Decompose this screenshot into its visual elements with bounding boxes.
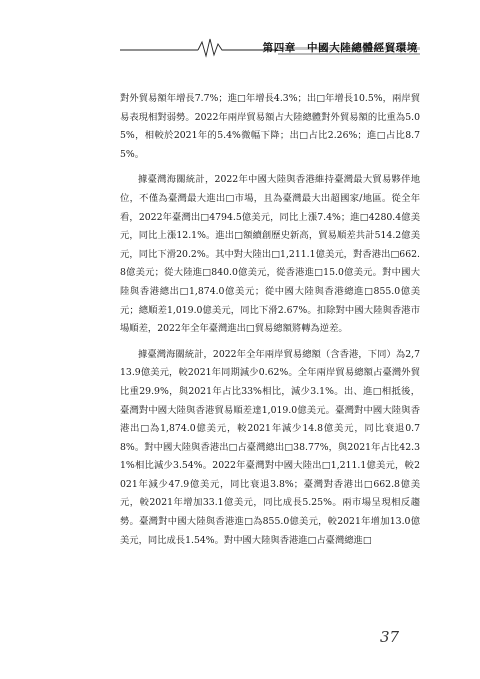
chapter-header	[120, 36, 420, 58]
paragraph: 據臺灣海關統計，2022年中國大陸與香港維持臺灣最大貿易夥伴地位，不僅為臺灣最大進出□市場，且為臺灣最大出超國家/地區。從全年看，2022年臺灣出□4794.5億美元，同比上漲7.4%；進□4280.4億美元，同比上漲12.1%。進出□額續創歷史新高，貿易順差共計514.2億美元，同比下滑20.2%。其中對大陸出□1,211.1億美元，對香港出□662.8億美元；從大陸進□840.0億美元，從香港進□15.0億美元。對中國大陸與香港總出□1,874.0億美元；從中國大陸與香港總進□855.0億美元；總順差1,019.0億美元，同比下滑2.67%。扣除對中國大陸與香港市場順差，2022年全年臺灣進出□貿易總額將轉為逆差。	[120, 174, 420, 335]
chapter-title: 第四章 中國大陸總體經貿環境	[262, 42, 418, 54]
page-number: 37	[380, 628, 400, 646]
paragraph: 據臺灣海關統計，2022年全年兩岸貿易總額（含香港，下同）為2,713.9億美元，較2021年同期減少0.62%。全年兩岸貿易總額占臺灣外貿比重29.9%，與2021年占比33%相比，減少3.1%。出、進□相抵後，臺灣對中國大陸與香港貿易順差達1,019.0億美元。臺灣對中國大陸與香港出□為1,874.0億美元，較2021年減少14.8億美元，同比衰退0.78%。對中國大陸與香港出□占臺灣總出□38.77%，與2021年占比42.31%相比減少3.54%。2022年臺灣對中國大陸出□1,211.1億美元，較2021年減少47.9億美元，同比衰退3.8%；臺灣對香港出□662.8億美元，較2021年增加33.1億美元，同比成長5.25%。兩市場呈現相反趨勢。臺灣對中國大陸與香港進□為855.0億美元，較2021年增加13.0億美元，同比成長1.54%。對中國大陸與香港進□占臺灣總進□	[120, 348, 420, 546]
body-text	[120, 90, 420, 557]
paragraph: 對外貿易額年增長7.7%；進□年增長4.3%；出□年增長10.5%，兩岸貿易表現相對弱勢。2022年兩岸貿易額占大陸總體對外貿易額的比重為5.05%，相較於2021年的5.4%微幅下降；出□占比2.26%；進□占比8.75%。	[120, 93, 420, 160]
